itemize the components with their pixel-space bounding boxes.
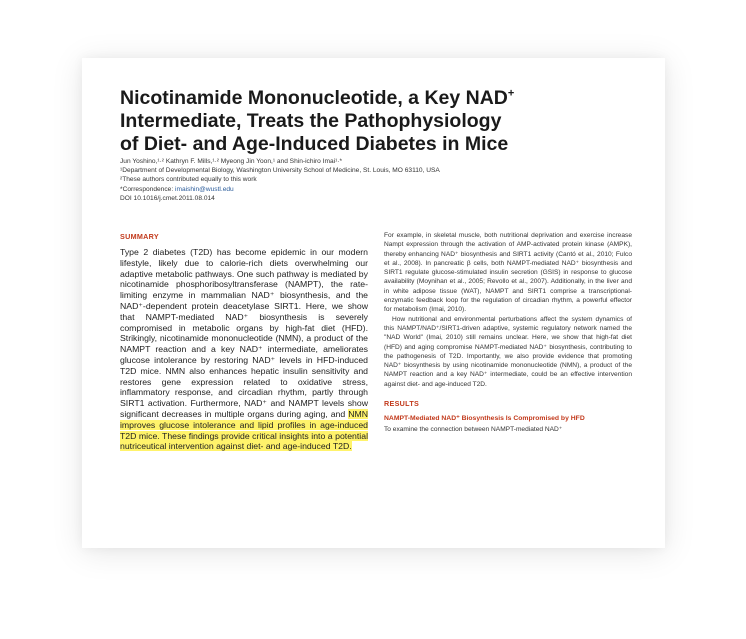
affiliation-1: ¹Department of Developmental Biology, Washington University School of Medicine, St. Louis, MO 63110, USA [120,167,440,175]
results-paragraph: To examine the connection between NAMPT-mediated NAD⁺ [384,426,563,434]
right-column [384,231,632,435]
paper-title [120,82,550,156]
correspondence: *Correspondence: imaishin@wustl.edu [120,185,234,193]
results-subheading: NAMPT-Mediated NAD⁺ Biosynthesis Is Compromised by HFD [384,415,585,423]
summary-body: Type 2 diabetes (T2D) has become epidemic in our modern lifestyle, likely due to calorie-rich diets overwhelming our adaptive metabolic pathways. One such pathway is mediated by nicotinamide phosphoribosyltransferase (NAMPT), the rate-limiting enzyme in mammalian NAD⁺ biosynthesis, and the NAD⁺-dependent protein deacetylase SIRT1. Here, we show that NAMPT-mediated NAD⁺ biosynthesis is severely compromised in metabolic organs by high-fat diet (HFD). Strikingly, nicotinamide mononucleotide (NMN), a product of the NAMPT reaction and a key NAD⁺ intermediate, ameliorates glucose intolerance by restoring NAD⁺ levels in HFD-induced T2D mice. NMN also enhances hepatic insulin sensitivity and restores gene expression related to oxidative stress, inflammatory response, and circadian rhythm, partly through SIRT1 activation. Furthermore, NAD⁺ and NAMPT levels show significant decreases in multiple organs during aging, and [120,247,368,419]
email-link[interactable]: imaishin@wustl.edu [174,185,234,193]
summary-highlight: NMN improves glucose intolerance and lipid profiles in age-induced T2D mice. These findings provide critical insights into a potential nutriceutical intervention against diet- and age-induced T2D. [120,408,368,452]
doi[interactable]: DOI 10.1016/j.cmet.2011.08.014 [120,194,215,202]
paper-meta [120,157,550,203]
intro-paragraph-2: How nutritional and environmental perturbations affect the system dynamics of this NAMPT/NAD⁺/SIRT1-driven adaptive, systemic regulatory network named the "NAD World" (Imai, 2010) still remains unclear. Here, we show that high-fat diet (HFD) and aging compromise NAMPT-mediated NAD⁺ biosynthesis, contributing to the pathogenesis of T2D. Importantly, we also provide evidence that promoting NAD⁺ biosynthesis by using nicotinamide mononucleotide (NMN), a product of the NAMPT reaction and a key NAD⁺ intermediate, could be an effective intervention against diet- and age-induced T2D. [384,315,632,388]
summary-heading: SUMMARY [120,232,159,241]
summary-text [120,247,368,452]
intro-paragraph-1: For example, in skeletal muscle, both nutritional deprivation and exercise increase Nampt expression through the activation of AMP-activated protein kinase (AMPK), thereby enhancing NAD⁺ biosynthesis and SIRT1 activity (Cantó et al., 2010; Fulco et al., 2008). In pancreatic β cells, both NAMPT-mediated NAD⁺ biosynthesis and SIRT1 regulate glucose-stimulated insulin secretion (GSIS) in response to glucose availability (Moynihan et al., 2005; Revollo et al., 2007). Additionally, in the liver and in white adipose tissue (WAT), NAMPT and SIRT1 comprise a transcriptional-enzymatic feedback loop for the regulation of circadian rhythm, a powerful effector for metabolism (Imai, 2010). [384,232,632,314]
paper-page [82,58,665,548]
left-column [120,232,368,452]
affiliation-2: ²These authors contributed equally to this work [120,176,257,184]
authors: Jun Yoshino,¹·² Kathryn F. Mills,¹·² Myeong Jin Yoon,¹ and Shin-ichiro Imai¹·* [120,158,343,165]
title-line-1: Nicotinamide Mononucleotide, a Key NAD+ [120,86,515,109]
title-line-3: of Diet- and Age-Induced Diabetes in Mice [120,132,509,155]
title-line-2: Intermediate, Treats the Pathophysiology [120,109,502,132]
results-heading: RESULTS [384,399,420,409]
